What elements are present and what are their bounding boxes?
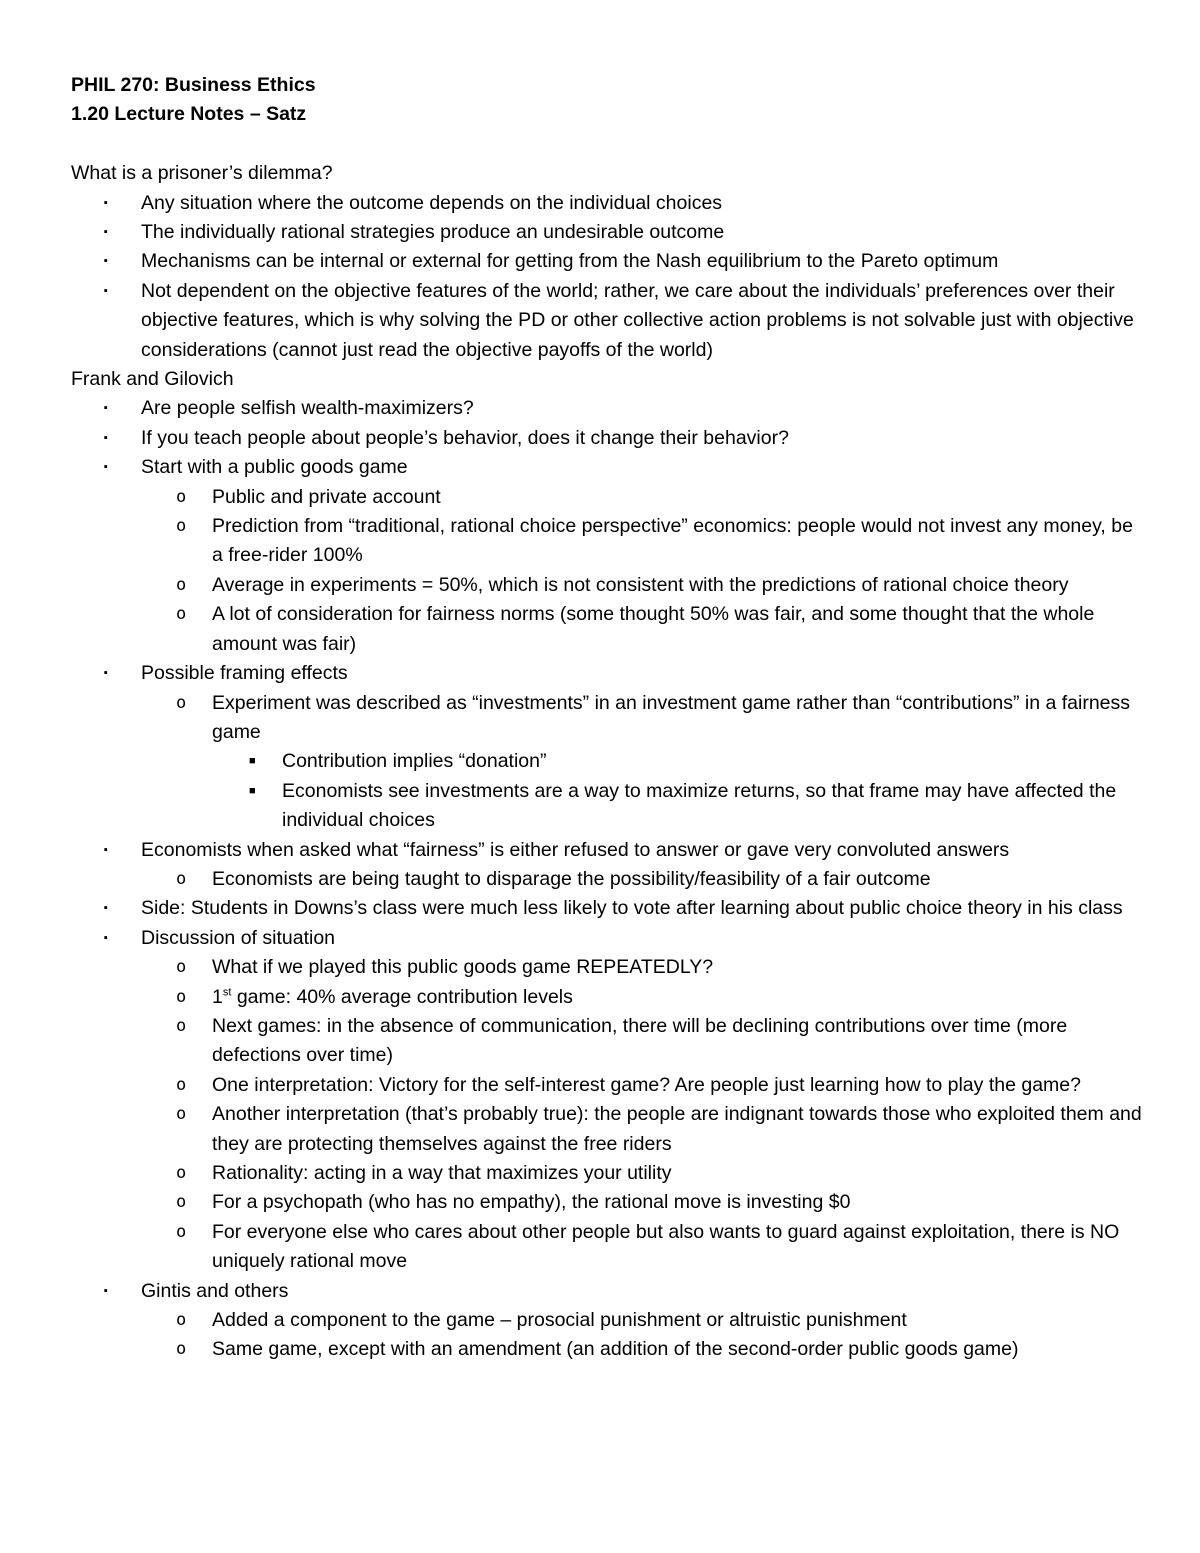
item-text: One interpretation: Victory for the self-interest game? Are people just learning how to play the game?: [212, 1073, 1081, 1096]
bullet-circle-icon: o: [176, 1163, 187, 1184]
list-item: [71, 1012, 1146, 1071]
list-item: [71, 189, 1146, 218]
list-item: [71, 1159, 1146, 1188]
item-text: Average in experiments = 50%, which is not consistent with the predictions of rational choice theory: [212, 573, 1069, 596]
item-text: Are people selfish wealth-maximizers?: [141, 397, 474, 420]
list-item: [71, 953, 1146, 982]
bullet-dot-icon: ·: [103, 838, 110, 861]
list-item: [71, 394, 1146, 423]
bullet-dot-icon: ·: [103, 397, 110, 420]
list-item: [71, 247, 1146, 276]
list-item: [71, 894, 1146, 923]
bullet-dot-icon: ·: [103, 221, 110, 244]
list-item: [71, 483, 1146, 512]
item-text: Rationality: acting in a way that maximizes your utility: [212, 1162, 672, 1185]
bullet-dot-icon: ·: [103, 897, 110, 920]
item-text: game: 40% average contribution levels: [231, 985, 573, 1008]
bullet-circle-icon: o: [176, 574, 187, 595]
bullet-circle-icon: o: [176, 692, 187, 713]
bullet-square-icon: ■: [249, 755, 256, 768]
ordinal-suffix: st: [222, 986, 232, 999]
bullet-dot-icon: ·: [103, 456, 110, 479]
list-item: [71, 453, 1146, 482]
list-item: [71, 1071, 1146, 1100]
item-text: What if we played this public goods game REPEATEDLY?: [212, 956, 714, 979]
item-text: Experiment was described as “investments” in an investment game rather than “contributions” in a fairness game: [212, 691, 1131, 743]
list-item: [71, 983, 1146, 1012]
list-item: [71, 1218, 1146, 1277]
item-text: Side: Students in Downs’s class were much less likely to vote after learning about public choice theory in his class: [141, 897, 1123, 920]
bullet-circle-icon: o: [176, 516, 187, 537]
item-text: Contribution implies “donation”: [282, 750, 547, 773]
item-text: Next games: in the absence of communication, there will be declining contributions over time (more defections over time): [212, 1014, 1068, 1067]
item-text: If you teach people about people’s behavior, does it change their behavior?: [141, 426, 789, 449]
item-text: Economists when asked what “fairness” is either refused to answer or gave very convoluted answers: [141, 838, 1010, 861]
item-text: Economists see investments are a way to maximize returns, so that frame may have affected the individual choices: [282, 779, 1117, 832]
bullet-circle-icon: o: [176, 1104, 187, 1125]
item-text: Same game, except with an amendment (an addition of the second-order public goods game): [212, 1338, 1019, 1361]
list-item: [71, 600, 1146, 659]
bullet-circle-icon: o: [176, 957, 187, 978]
bullet-dot-icon: ·: [103, 926, 110, 949]
bullet-circle-icon: o: [176, 1192, 187, 1213]
list-item: [71, 689, 1146, 748]
item-text: Another interpretation (that’s probably true): the people are indignant towards those who exploited them and they are protecting themselves against the free riders: [212, 1103, 1142, 1155]
list-item: [71, 424, 1146, 453]
item-text: Economists are being taught to disparage the possibility/feasibility of a fair outcome: [212, 867, 931, 890]
bullet-circle-icon: o: [176, 868, 187, 889]
list-item: [71, 836, 1146, 865]
bullet-dot-icon: ·: [103, 279, 110, 302]
item-text: Added a component to the game – prosocial punishment or altruistic punishment: [212, 1309, 907, 1332]
list-item: [71, 777, 1146, 836]
section-heading: What is a prisoner’s dilemma?: [71, 162, 333, 185]
item-text: Possible framing effects: [141, 662, 348, 685]
item-text: Gintis and others: [141, 1279, 289, 1302]
list-item: [71, 1306, 1146, 1335]
item-text: Start with a public goods game: [141, 456, 408, 479]
list-item: [71, 277, 1146, 365]
bullet-circle-icon: o: [176, 1074, 187, 1095]
item-text: Discussion of situation: [141, 926, 336, 949]
list-item: [71, 218, 1146, 247]
spacer: [71, 130, 1146, 159]
list-item: [71, 659, 1146, 688]
bullet-square-icon: ■: [249, 784, 256, 797]
bullet-dot-icon: ·: [103, 250, 110, 273]
item-text: Any situation where the outcome depends on the individual choices: [141, 191, 723, 214]
item-text: For everyone else who cares about other people but also wants to guard against exploitation, there is NO uniquely rational move: [212, 1220, 1120, 1273]
list-item: [71, 1100, 1146, 1159]
section-heading: Frank and Gilovich: [71, 368, 234, 391]
item-text: The individually rational strategies produce an undesirable outcome: [141, 221, 725, 244]
bullet-circle-icon: o: [176, 1221, 187, 1242]
bullet-dot-icon: ·: [103, 191, 110, 214]
list-item: [71, 747, 1146, 776]
bullet-dot-icon: ·: [103, 426, 110, 449]
list-item: [71, 865, 1146, 894]
course-title: PHIL 270: Business Ethics: [71, 74, 316, 96]
list-item: [71, 1188, 1146, 1217]
document-page: [71, 71, 1146, 1365]
item-text: Not dependent on the objective features of the world; rather, we care about the individuals’ preferences over their objective features, which is why solving the PD or other collective action problems is not solvable just with objective considerations (cannot just read the objective payoffs of the world): [141, 279, 1134, 361]
list-item: [71, 1335, 1146, 1364]
list-item: [71, 512, 1146, 571]
list-item: [71, 1277, 1146, 1306]
bullet-dot-icon: ·: [103, 662, 110, 685]
item-text: Public and private account: [212, 485, 441, 508]
bullet-circle-icon: o: [176, 1339, 187, 1360]
item-text-number: 1: [212, 985, 223, 1008]
item-text: A lot of consideration for fairness norms (some thought 50% was fair, and some thought that the whole amount was fair): [212, 603, 1095, 655]
list-item: [71, 571, 1146, 600]
bullet-circle-icon: o: [176, 1015, 187, 1036]
bullet-circle-icon: o: [176, 986, 187, 1007]
item-text: Mechanisms can be internal or external for getting from the Nash equilibrium to the Pareto optimum: [141, 250, 999, 273]
item-text: For a psychopath (who has no empathy), the rational move is investing $0: [212, 1191, 851, 1214]
bullet-circle-icon: o: [176, 604, 187, 625]
bullet-circle-icon: o: [176, 486, 187, 507]
list-item: [71, 924, 1146, 953]
bullet-dot-icon: ·: [103, 1279, 110, 1302]
bullet-circle-icon: o: [176, 1310, 187, 1331]
lecture-title: 1.20 Lecture Notes – Satz: [71, 103, 307, 126]
item-text: Prediction from “traditional, rational choice perspective” economics: people would not invest any money, be a free-rider 100%: [212, 515, 1133, 567]
